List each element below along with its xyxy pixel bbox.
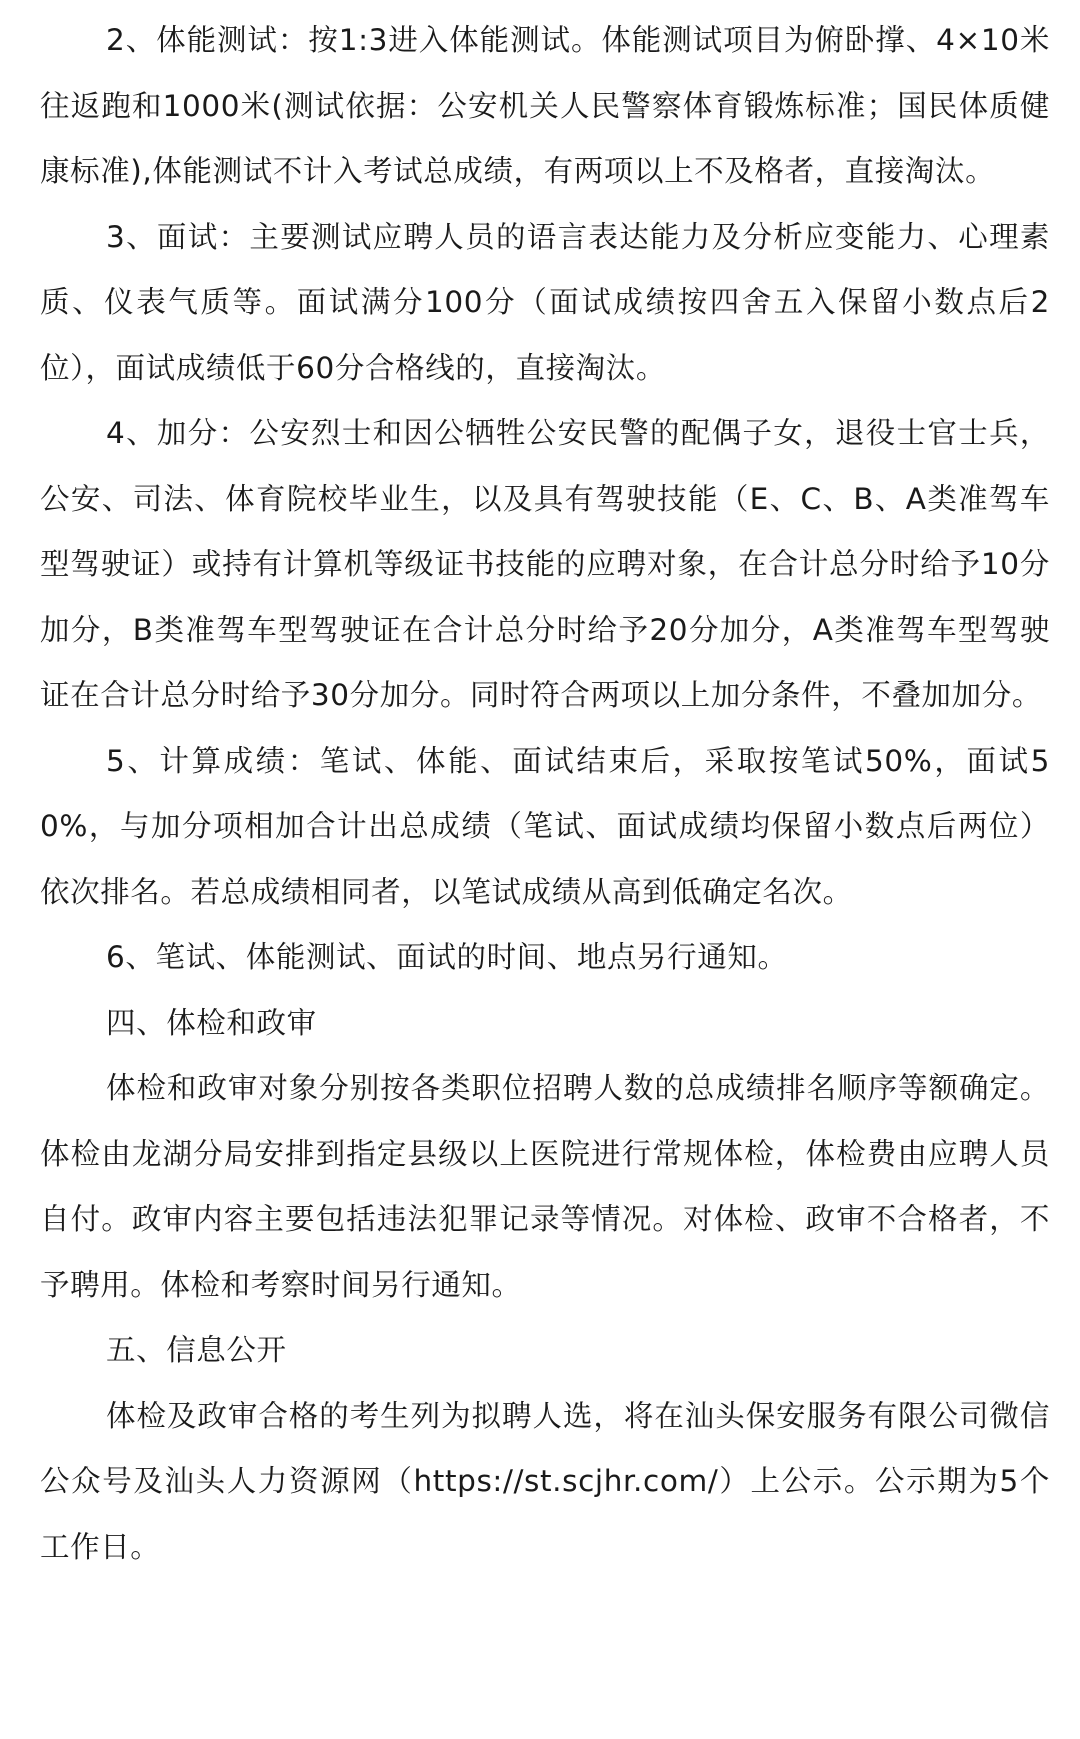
paragraph-schedule-notice: 6、笔试、体能测试、面试的时间、地点另行通知。: [106, 940, 788, 974]
paragraph-interview: 3、面试：主要测试应聘人员的语言表达能力及分析应变能力、心理素质、仪表气质等。面试满分100分（面试成绩按四舍五入保留小数点后2位），面试成绩低于60分合格线的，直接淘汰。: [40, 219, 1050, 385]
paragraph-physical-test: 2、体能测试：按1:3进入体能测试。体能测试项目为俯卧撑、4×10米往返跑和1000米(测试依据：公安机关人民警察体育锻炼标准；国民体质健康标准),体能测试不计入考试总成绩，有两项以上不及格者，直接淘汰。: [40, 23, 1050, 188]
section-heading-medical-political-review: 四、体检和政审: [106, 1005, 317, 1040]
paragraph-score-calculation: 5、计算成绩：笔试、体能、面试结束后，采取按笔试50%，面试50%，与加分项相加合计出总成绩（笔试、面试成绩均保留小数点后两位）依次排名。若总成绩相同者，以笔试成绩从高到低确定名次。: [40, 743, 1050, 909]
paragraph-information-disclosure: 体检及政审合格的考生列为拟聘人选，将在汕头保安服务有限公司微信公众号及汕头人力资源网（https://st.scjhr.com/）上公示。公示期为5个工作日。: [40, 1398, 1050, 1564]
document-body: [40, 8, 1050, 1580]
paragraph-bonus-points: 4、加分：公安烈士和因公牺牲公安民警的配偶子女，退役士官士兵，公安、司法、体育院校毕业生，以及具有驾驶技能（E、C、B、A类准驾车型驾驶证）或持有计算机等级证书技能的应聘对象，在合计总分时给予10分加分，B类准驾车型驾驶证在合计总分时给予20分加分，A类准驾车型驾驶证在合计总分时给予30分加分。同时符合两项以上加分条件，不叠加加分。: [40, 416, 1050, 712]
section-heading-information-disclosure: 五、信息公开: [106, 1333, 287, 1367]
paragraph-medical-political-review: 体检和政审对象分别按各类职位招聘人数的总成绩排名顺序等额确定。体检由龙湖分局安排到指定县级以上医院进行常规体检，体检费由应聘人员自付。政审内容主要包括违法犯罪记录等情况。对体检、政审不合格者，不予聘用。体检和考察时间另行通知。: [40, 1071, 1050, 1302]
